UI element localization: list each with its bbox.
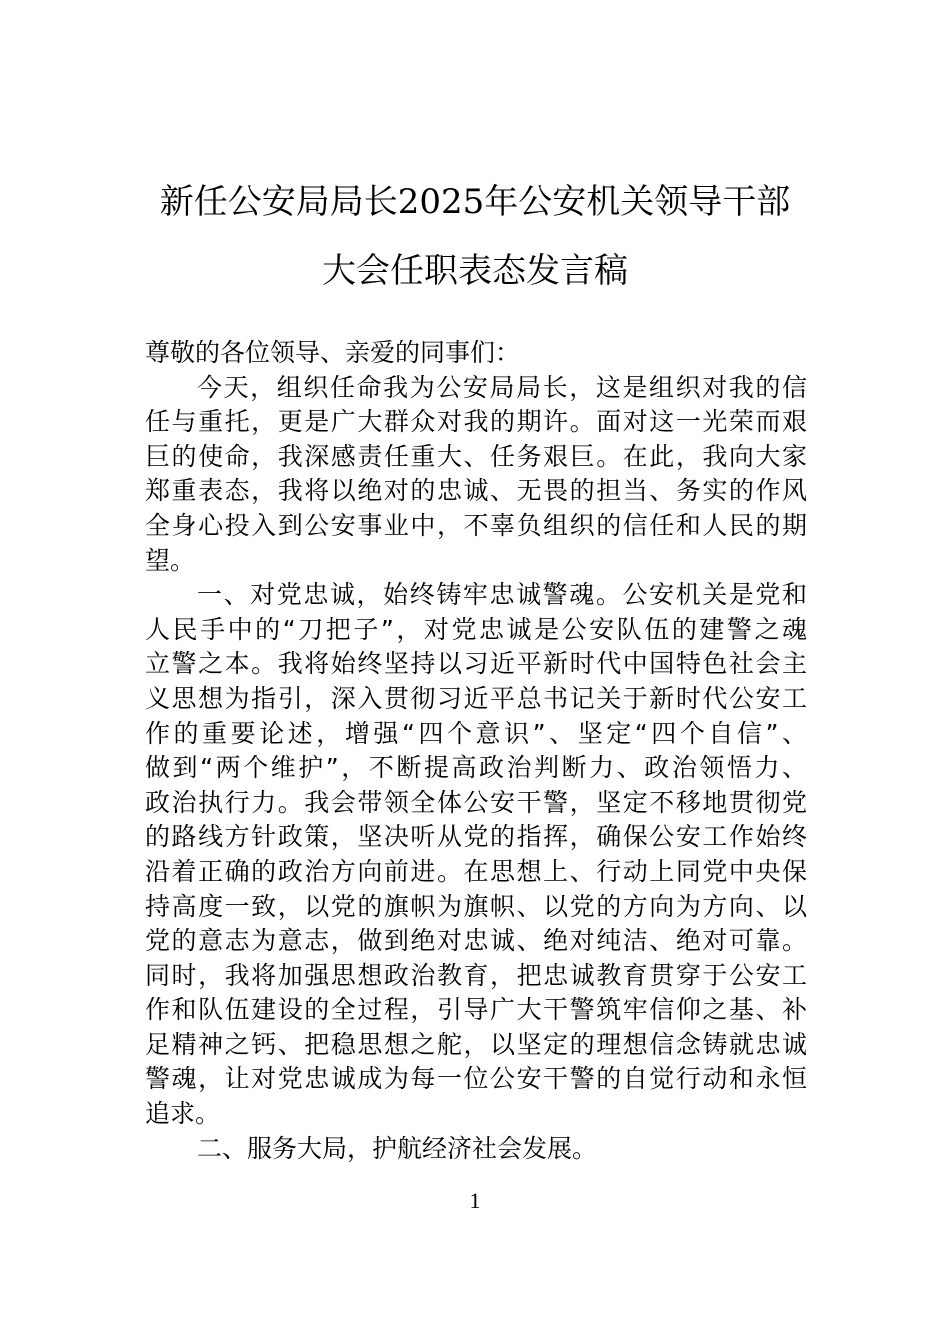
text-line: 巨的使命，我深感责任重大、任务艰巨。在此，我向大家 <box>145 441 807 471</box>
paragraph-section-one <box>145 578 807 1132</box>
text-line: 做到“两个维护”，不断提高政治判断力、政治领悟力、 <box>145 753 807 783</box>
text-line: 二、服务大局，护航经济社会发展。 <box>197 1133 598 1163</box>
text-line: 立警之本。我将始终坚持以习近平新时代中国特色社会主 <box>145 649 807 679</box>
document-title-line-1: 新任公安局局长2025年公安机关领导干部 <box>159 182 791 222</box>
text-line: 作和队伍建设的全过程，引导广大干警筑牢信仰之基、补 <box>145 995 807 1025</box>
text-line: 的路线方针政策，坚决听从党的指挥，确保公安工作始终 <box>145 822 807 852</box>
text-line: 人民手中的“刀把子”，对党忠诚是公安队伍的建警之魂 <box>145 614 807 644</box>
text-line: 义思想为指引，深入贯彻习近平总书记关于新时代公安工 <box>145 683 807 713</box>
text-line: 足精神之钙、把稳思想之舵，以坚定的理想信念铸就忠诚 <box>145 1029 807 1059</box>
text-line: 政治执行力。我会带领全体公安干警，坚定不移地贯彻党 <box>145 787 807 817</box>
text-line: 全身心投入到公安事业中，不辜负组织的信任和人民的期 <box>145 510 807 540</box>
text-line: 沿着正确的政治方向前进。在思想上、行动上同党中央保 <box>145 856 807 886</box>
document-body <box>145 336 807 1166</box>
text-line: 望。 <box>145 545 196 575</box>
text-line: 作的重要论述，增强“四个意识”、坚定“四个自信”、 <box>145 718 807 748</box>
text-line: 警魂，让对党忠诚成为每一位公安干警的自觉行动和永恒 <box>145 1064 807 1094</box>
text-line: 郑重表态，我将以绝对的忠诚、无畏的担当、务实的作风 <box>145 476 807 506</box>
salutation: 尊敬的各位领导、亲爱的同事们： <box>145 338 521 367</box>
text-line: 党的意志为意志，做到绝对忠诚、绝对纯洁、绝对可靠。 <box>145 926 807 956</box>
text-line: 一、对党忠诚，始终铸牢忠诚警魂。公安机关是党和 <box>197 580 807 610</box>
text-line: 同时，我将加强思想政治教育，把忠诚教育贯穿于公安工 <box>145 960 807 990</box>
paragraph-intro <box>145 371 807 579</box>
text-line: 任与重托，更是广大群众对我的期许。面对这一光荣而艰 <box>145 407 807 437</box>
paragraph-section-two-heading <box>145 1132 807 1167</box>
document-title-line-2: 大会任职表态发言稿 <box>322 251 628 291</box>
text-line: 追求。 <box>145 1099 221 1129</box>
text-line: 今天，组织任命我为公安局局长，这是组织对我的信 <box>197 372 807 402</box>
text-line: 持高度一致，以党的旗帜为旗帜、以党的方向为方向、以 <box>145 891 807 921</box>
page-number: 1 <box>469 1188 481 1213</box>
